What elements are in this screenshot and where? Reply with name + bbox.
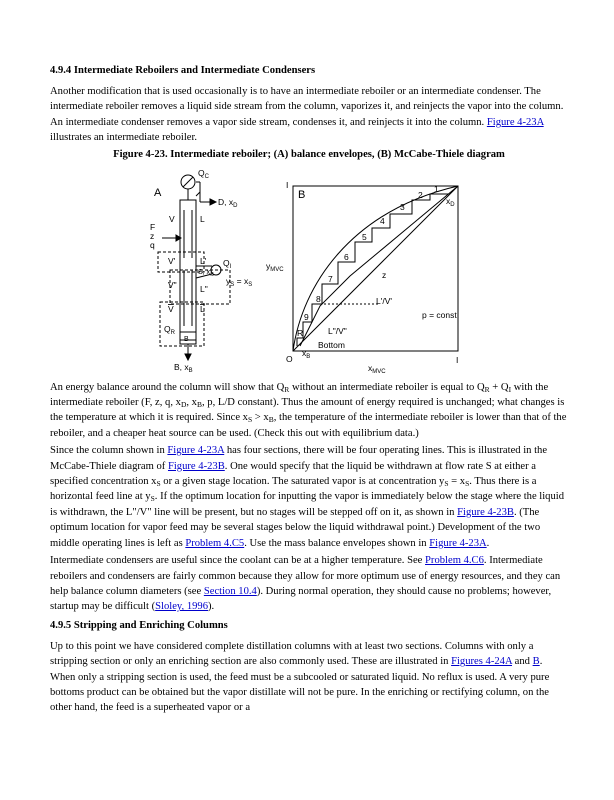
v-prime-label: V': [168, 255, 176, 266]
diagonal-line: [293, 183, 458, 351]
v-label: V: [169, 213, 175, 224]
qi-label: $Q_I$: [223, 257, 232, 270]
link-figure-4-23b[interactable]: Figure 4-23B: [167, 460, 225, 472]
link-problem-4-c5[interactable]: Problem 4.C5: [185, 537, 245, 549]
y-axis-label: $y_{MVC}$: [266, 260, 284, 273]
link-sloley-1996[interactable]: Sloley, 1996: [155, 601, 209, 613]
stage-8-label: 8: [316, 293, 321, 304]
z-label: z: [382, 269, 387, 280]
link-figures-4-24a[interactable]: Figures 4-24A: [451, 656, 513, 668]
stage-r-label: R: [297, 327, 304, 338]
xd-label: $x_D$: [446, 195, 455, 208]
link-figure-4-24b[interactable]: B: [532, 656, 540, 668]
reflux-line: [196, 192, 200, 196]
l-prime-label: L': [200, 255, 207, 266]
feed-z-label: z: [150, 230, 155, 241]
qr-label: $Q_R$: [164, 323, 175, 336]
feed-f-label: F: [150, 221, 156, 232]
figure-4-23-drawing: [50, 166, 568, 376]
link-figure-4-23b-2[interactable]: Figure 4-23B: [457, 506, 514, 518]
ys-label: $y_S = x_S$: [226, 275, 253, 288]
distillate-label: D, $x_D$: [218, 196, 238, 209]
panel-a-labels: [150, 168, 252, 374]
y-axis-one: I: [286, 179, 289, 190]
stage-6-label: 6: [344, 251, 349, 262]
stage-steps: [297, 194, 448, 346]
distillate-arrow: [210, 199, 216, 205]
link-section-10-4[interactable]: Section 10.4: [203, 585, 257, 597]
bottom-label: Bottom: [318, 339, 345, 350]
bottoms-label: B, $x_B$: [174, 361, 193, 374]
paragraph-intro: Another modification that is used occasionally is to have an intermediate reboiler or an intermediate condenser. The intermediate reboiler removes a liquid side stream from the column, vaporizes it, and reinjects the vapor into the column. An intermediate condenser removes a vapor side stream, condenses it, and reinjects it into the column. Figure 4-23A illustrates an intermediate reboiler.: [50, 86, 564, 144]
side-stream-label: S, $x_S$: [198, 268, 214, 278]
stage-9-label: 9: [304, 311, 309, 322]
section-heading-4-9-4: 4.9.4 Intermediate Reboilers and Intermediate Condensers: [50, 65, 316, 76]
figure-caption: Figure 4-23. Intermediate reboiler; (A) balance envelopes, (B) McCabe-Thiele diagram: [113, 148, 505, 160]
figure-4-23: [50, 166, 568, 376]
v-dprime-label: V": [168, 279, 177, 290]
x-axis-label: $x_{MVC}$: [368, 362, 386, 375]
link-figure-4-23a-3[interactable]: Figure 4-23A: [429, 537, 487, 549]
stage-5-label: 5: [362, 231, 367, 242]
stage-2-label: 2: [418, 189, 423, 200]
origin-zero: O: [286, 353, 293, 364]
reboiler-b-label: B: [184, 335, 189, 343]
lv-label: L'/V': [376, 295, 393, 306]
l-label: L: [200, 213, 205, 224]
paragraph-stripping-enriching: Up to this point we have considered complete distillation columns with at least two sections. Columns with only a stripping section or only an enriching section are also commonly used. These are illustrated in Figures 4-24A and B. When only a stripping section is used, the feed must be a subcooled or saturated liquid. No reflux is used. A very pure bottoms product can be obtained but the vapor distillate will not be pure. In the enriching or rectifying column, on the other hand, the feed is a superheated vapor or a: [50, 640, 550, 714]
link-figure-4-23a[interactable]: Figure 4-23A: [486, 116, 544, 128]
stage-4-label: 4: [380, 215, 385, 226]
l-dprime-label: L": [200, 283, 208, 294]
page-content: [50, 64, 568, 718]
paragraph-intermediate-condensers: Intermediate condensers are useful since the coolant can be at a higher temperature. See Problem 4.C6. Intermediate reboilers and condensers are fairly common because they allow for more optimum use of energy resources, and they can help balance column diameters (see Section 10.4). During normal operation, they should cause no problems; however, startup may be difficult (Sloley, 1996).: [50, 555, 561, 613]
panel-b-mccabe-thiele: [293, 183, 458, 351]
bottoms-arrow: [185, 354, 191, 360]
stage-3-label: 3: [400, 201, 405, 212]
condenser-coil: [183, 177, 193, 187]
l-bar-label: L: [200, 303, 205, 314]
feed-q-label: q: [150, 239, 155, 250]
section-heading-4-9-5: 4.9.5 Stripping and Enriching Columns: [50, 619, 228, 631]
paragraph-energy-balance: An energy balance around the column will show that $Q_R$ without an intermediate reboiler is equal to $Q_R + Q_I$ with the intermediate reboiler (F, z, q, $x_D$, $x_B$, p, L/D constant). Thus the amount of energy required is unchanged; what changes is the temperature at which it is required. Since $x_S > x_B$, the temperature of the intermediate reboiler is lower than that of the reboiler, and a cheaper heat source can be used. (Check this out with equilibrium data.): [50, 381, 567, 439]
v-bar-label: V: [168, 303, 174, 314]
link-figure-4-23a-2[interactable]: Figure 4-23A: [167, 445, 225, 457]
stage-1-label: 1: [434, 183, 439, 194]
panel-a-label: A: [154, 186, 162, 199]
xb-label: $x_B$: [302, 347, 311, 360]
link-problem-4-c6[interactable]: Problem 4.C6: [425, 555, 484, 567]
paragraph-operating-lines: Since the column shown in Figure 4-23A has four sections, there will be four operating lines. This is illustrated in the McCabe-Thiele diagram of Figure 4-23B. One would specify that the liquid be withdrawn at flow rate S at either a specified concentration $x_S$ or a given stage location. The saturated vapor is at concentration $y_S = x_S$. Thus there is a horizontal feed line at $y_S$. If the optimum location for inputting the vapor is immediately below the stage where the liquid is withdrawn, the L"/V" line will be present, but no stages will be stepped off on it, as shown in Figure 4-23B. (The optimum location for vapor feed may be several stages below the liquid withdrawal point.) Development of the two middle operating lines is left as Problem 4.C5. Use the mass balance envelopes shown in Figure 4-23A.: [50, 445, 565, 549]
ldvd-label: L"/V": [328, 325, 347, 336]
x-axis-one: I: [456, 354, 459, 365]
stage-7-label: 7: [328, 273, 333, 284]
panel-b-label: B: [298, 188, 306, 201]
qc-label: $Q_C$: [198, 167, 209, 180]
pconst-label: p = const: [422, 309, 457, 320]
